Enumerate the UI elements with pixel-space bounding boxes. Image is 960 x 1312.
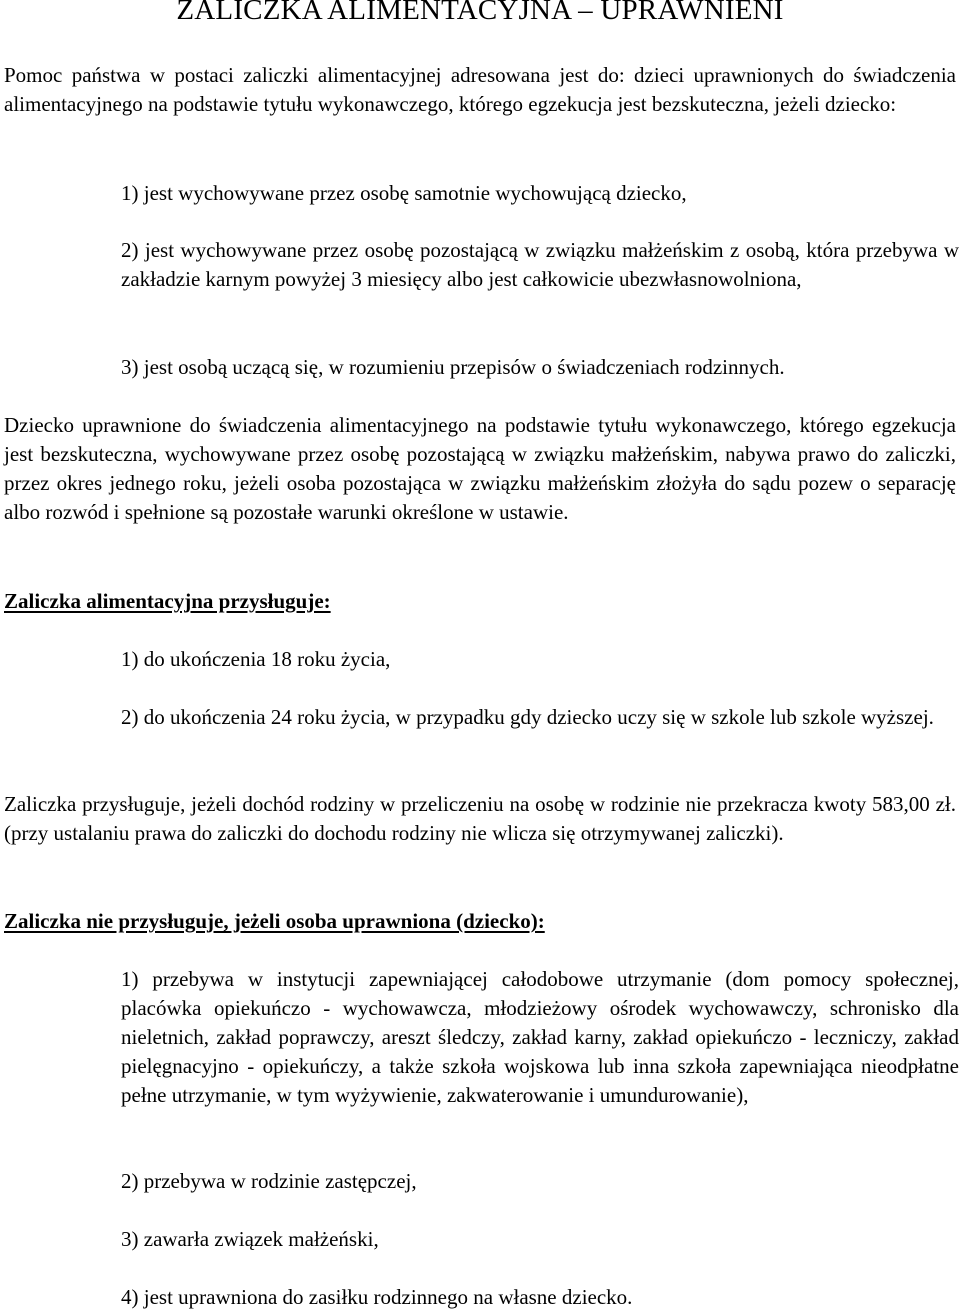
page-title: ZALICZKA ALIMENTACYJNA – UPRAWNIENI — [176, 0, 784, 26]
entitled-item-1: 1) do ukończenia 18 roku życia, — [121, 647, 391, 671]
not-entitled-item-3: 3) zawarła związek małżeński, — [121, 1227, 379, 1251]
married-paragraph: Dziecko uprawnione do świadczenia alimentacyjnego na podstawie tytułu wykonawczego, którego egzekucja jest bezskuteczna, wychowywane przez osobę pozostającą w związku małżeńskim, nabywa prawo do zaliczki, przez okres jednego roku, jeżeli osoba pozostająca w związku małżeńskim złożyła do sądu pozew o separację albo rozwód i spełnione są pozostałe warunki określone w ustawie. — [4, 413, 956, 524]
condition-item-1: 1) jest wychowywane przez osobę samotnie wychowującą dziecko, — [121, 181, 687, 205]
condition-item-2: 2) jest wychowywane przez osobę pozostającą w związku małżeńskim z osobą, która przebywa w zakładzie karnym powyżej 3 miesięcy albo jest całkowicie ubezwłasnowolniona, — [121, 238, 959, 291]
entitled-heading: Zaliczka alimentacyjna przysługuje: — [4, 589, 331, 613]
condition-item-3: 3) jest osobą uczącą się, w rozumieniu przepisów o świadczeniach rodzinnych. — [121, 355, 785, 379]
not-entitled-item-1: 1) przebywa w instytucji zapewniającej całodobowe utrzymanie (dom pomocy społecznej, placówka opiekuńczo - wychowawcza, młodzieżowy ośrodek wychowawczy, schronisko dla nieletnich, zakład poprawczy, areszt śledczy, zakład karny, zakład opiekuńczo - leczniczy, zakład pielęgnacyjno - opiekuńczy, a także szkoła wojskowa lub inna szkoła zapewniająca nieodpłatne pełne utrzymanie, w tym wyżywienie, zakwaterowanie i umundurowanie), — [121, 967, 959, 1107]
intro-paragraph: Pomoc państwa w postaci zaliczki alimentacyjnej adresowana jest do: dzieci uprawnionych do świadczenia alimentacyjnego na podstawie tytułu wykonawczego, którego egzekucja jest bezskuteczna, jeżeli dziecko: — [4, 63, 956, 116]
not-entitled-item-4: 4) jest uprawniona do zasiłku rodzinnego na własne dziecko. — [121, 1285, 633, 1309]
income-paragraph: Zaliczka przysługuje, jeżeli dochód rodziny w przeliczeniu na osobę w rodzinie nie przekracza kwoty 583,00 zł. (przy ustalaniu prawa do zaliczki do dochodu rodziny nie wlicza się otrzymywanej zaliczki). — [4, 792, 956, 845]
not-entitled-item-2: 2) przebywa w rodzinie zastępczej, — [121, 1169, 417, 1193]
not-entitled-heading: Zaliczka nie przysługuje, jeżeli osoba uprawniona (dziecko): — [4, 909, 545, 933]
entitled-item-2: 2) do ukończenia 24 roku życia, w przypadku gdy dziecko uczy się w szkole lub szkole wyższej. — [121, 705, 934, 729]
